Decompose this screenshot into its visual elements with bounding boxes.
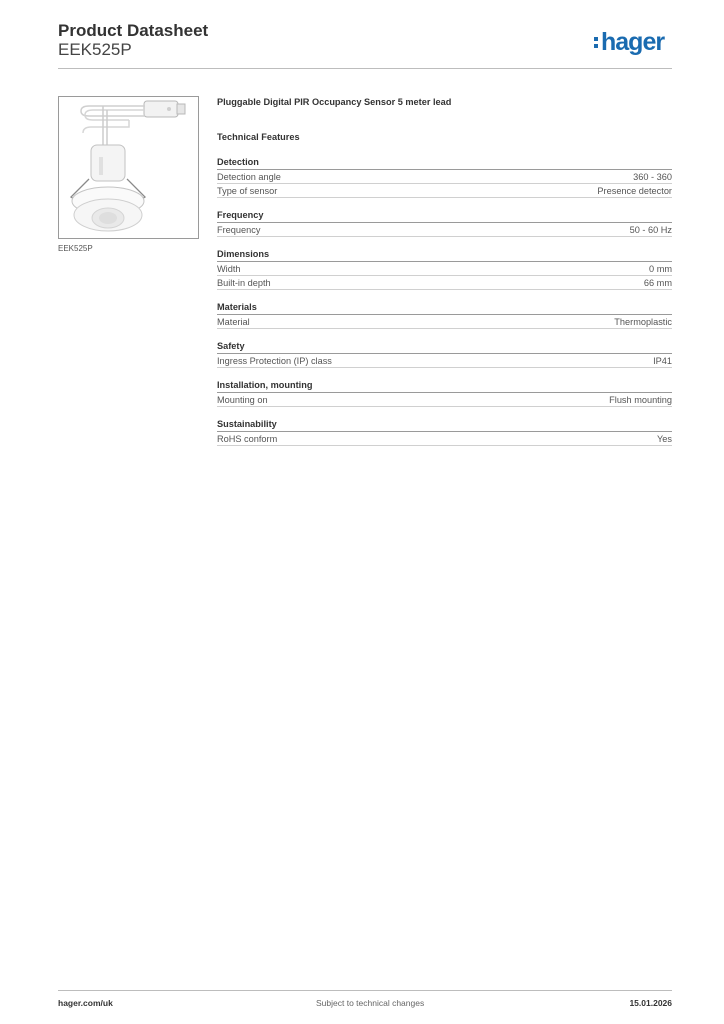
spec-row: [217, 393, 672, 407]
section-title: Safety: [217, 340, 672, 354]
footer-date: 15.01.2026: [629, 998, 672, 1008]
spec-label: Frequency: [217, 225, 261, 235]
spec-row: [217, 223, 672, 237]
logo-colon-icon: [594, 33, 599, 51]
spec-label: Width: [217, 264, 241, 274]
spec-value: Thermoplastic: [614, 317, 672, 327]
product-description: Pluggable Digital PIR Occupancy Sensor 5 meter lead: [217, 97, 452, 107]
section-title: Materials: [217, 301, 672, 315]
spec-value: 360 - 360: [633, 172, 672, 182]
section-installation: [217, 379, 672, 407]
spec-label: Ingress Protection (IP) class: [217, 356, 332, 366]
section-title: Detection: [217, 156, 672, 170]
spec-value: 50 - 60 Hz: [629, 225, 672, 235]
spec-label: Material: [217, 317, 250, 327]
photo-caption: EEK525P: [58, 244, 93, 253]
spec-row: [217, 170, 672, 184]
spec-row: [217, 276, 672, 290]
spec-label: RoHS conform: [217, 434, 278, 444]
spec-label: Detection angle: [217, 172, 281, 182]
spec-row: [217, 432, 672, 446]
footer-website-link[interactable]: hager.com/uk: [58, 998, 113, 1008]
hager-logo[interactable]: [594, 27, 664, 57]
section-frequency: [217, 209, 672, 237]
product-details: [217, 95, 672, 446]
spec-value: 0 mm: [649, 264, 672, 274]
spec-label: Built-in depth: [217, 278, 271, 288]
section-safety: [217, 340, 672, 368]
spec-row: [217, 315, 672, 329]
spec-label: Type of sensor: [217, 186, 278, 196]
section-materials: [217, 301, 672, 329]
page-title: Product Datasheet: [58, 21, 209, 40]
sensor-product-image: [59, 97, 198, 238]
spec-row: [217, 184, 672, 198]
section-sustainability: [217, 418, 672, 446]
footer-notice: Subject to technical changes: [316, 998, 425, 1008]
section-detection: [217, 156, 672, 198]
section-title: Installation, mounting: [217, 379, 672, 393]
spec-value: Presence detector: [597, 186, 672, 196]
section-title: Sustainability: [217, 418, 672, 432]
spec-label: Mounting on: [217, 395, 268, 405]
spec-value: 66 mm: [643, 278, 672, 288]
section-title: Dimensions: [217, 248, 672, 262]
technical-features-title: Technical Features: [217, 132, 300, 142]
product-photo: [58, 96, 199, 239]
section-title: Frequency: [217, 209, 672, 223]
footer-divider: [58, 990, 672, 991]
spec-value: Flush mounting: [609, 395, 672, 405]
product-code: EEK525P: [58, 40, 132, 59]
logo-text: hager: [601, 28, 665, 56]
spec-value: Yes: [657, 434, 672, 444]
spec-row: [217, 354, 672, 368]
spec-row: [217, 262, 672, 276]
header-divider: [58, 68, 672, 69]
spec-value: IP41: [653, 356, 672, 366]
section-dimensions: [217, 248, 672, 290]
